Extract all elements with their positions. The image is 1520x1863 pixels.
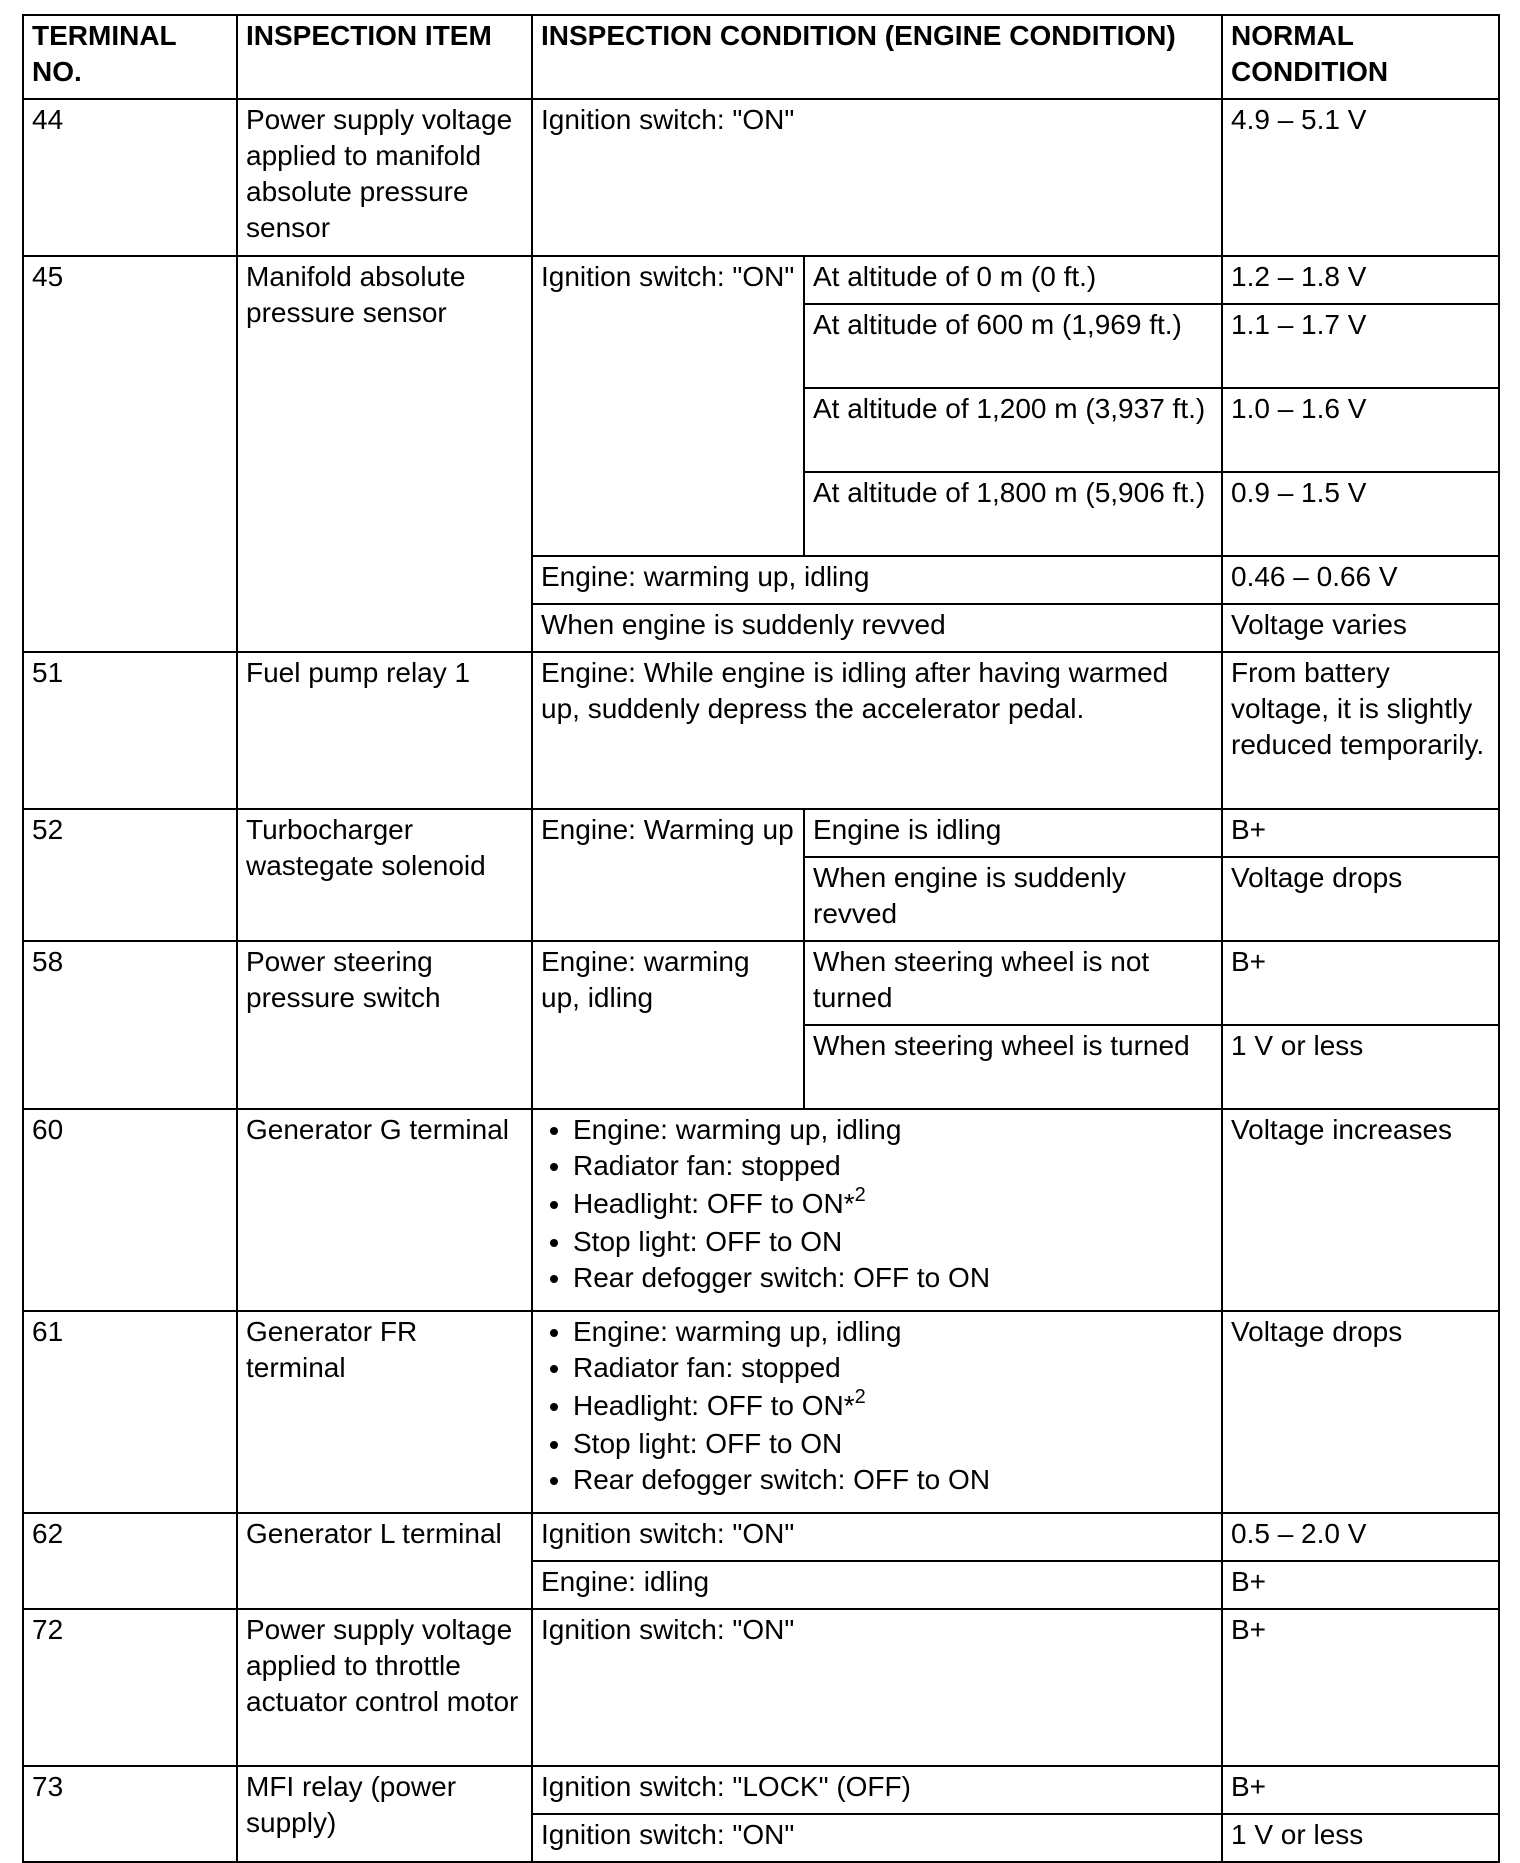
condition-cell: Engine: warming up, idling bbox=[532, 941, 804, 1109]
item-cell: Power steering pressure switch bbox=[237, 941, 532, 1109]
normal-cell: 0.46 – 0.66 V bbox=[1222, 556, 1499, 604]
normal-cell: 0.9 – 1.5 V bbox=[1222, 472, 1499, 556]
normal-cell: B+ bbox=[1222, 941, 1499, 1025]
header-condition: INSPECTION CONDITION (ENGINE CONDITION) bbox=[532, 15, 1222, 99]
terminal-cell: 60 bbox=[23, 1109, 237, 1311]
condition-cell: Ignition switch: "ON" bbox=[532, 99, 1222, 256]
item-cell: Generator FR terminal bbox=[237, 1311, 532, 1513]
list-item bbox=[573, 1182, 1213, 1226]
list-item: • Stop light: OFF to ON bbox=[573, 1426, 1213, 1462]
condition-cell: Engine: idling bbox=[532, 1561, 1222, 1609]
condition-cell: Ignition switch: "ON" bbox=[532, 1814, 1222, 1862]
normal-cell: B+ bbox=[1222, 809, 1499, 857]
terminal-cell: 44 bbox=[23, 99, 237, 256]
condition-cell bbox=[532, 1311, 1222, 1513]
table-row bbox=[23, 1513, 1499, 1561]
table-row bbox=[23, 941, 1499, 1025]
table-row bbox=[23, 1109, 1499, 1311]
item-cell: Manifold absolute pressure sensor bbox=[237, 256, 532, 652]
list-item-text: Headlight: OFF to ON* bbox=[573, 1390, 855, 1421]
item-cell: Power supply voltage applied to throttle actuator control motor bbox=[237, 1609, 532, 1766]
list-item: • Engine: warming up, idling bbox=[573, 1314, 1213, 1350]
table-row bbox=[23, 1609, 1499, 1766]
list-item: • Radiator fan: stopped bbox=[573, 1350, 1213, 1386]
list-item: • Rear defogger switch: OFF to ON bbox=[573, 1260, 1213, 1296]
terminal-cell: 45 bbox=[23, 256, 237, 652]
normal-cell: 1 V or less bbox=[1222, 1814, 1499, 1862]
list-item: • Stop light: OFF to ON bbox=[573, 1224, 1213, 1260]
normal-cell: B+ bbox=[1222, 1766, 1499, 1814]
table-row bbox=[23, 1311, 1499, 1513]
list-item-text: Headlight: OFF to ON* bbox=[573, 1188, 855, 1219]
terminal-cell: 73 bbox=[23, 1766, 237, 1862]
table-row bbox=[23, 256, 1499, 304]
list-item: • Rear defogger switch: OFF to ON bbox=[573, 1462, 1213, 1498]
normal-cell: From battery voltage, it is slightly reduced temporarily. bbox=[1222, 652, 1499, 809]
normal-cell: 1.2 – 1.8 V bbox=[1222, 256, 1499, 304]
normal-cell: 4.9 – 5.1 V bbox=[1222, 99, 1499, 256]
footnote-marker: 2 bbox=[854, 1385, 866, 1408]
terminal-cell: 62 bbox=[23, 1513, 237, 1609]
condition-list bbox=[541, 1314, 1213, 1498]
condition-cell: Engine: warming up, idling bbox=[532, 556, 1222, 604]
item-cell: Power supply voltage applied to manifold absolute pressure sensor bbox=[237, 99, 532, 256]
inspection-table bbox=[22, 14, 1500, 1863]
subcondition-cell: When engine is suddenly revved bbox=[804, 857, 1222, 941]
subcondition-cell: At altitude of 600 m (1,969 ft.) bbox=[804, 304, 1222, 388]
normal-cell: Voltage drops bbox=[1222, 1311, 1499, 1513]
normal-cell: B+ bbox=[1222, 1609, 1499, 1766]
header-terminal: TERMINAL NO. bbox=[23, 15, 237, 99]
normal-cell: 1 V or less bbox=[1222, 1025, 1499, 1109]
subcondition-cell: When steering wheel is not turned bbox=[804, 941, 1222, 1025]
subcondition-cell: At altitude of 0 m (0 ft.) bbox=[804, 256, 1222, 304]
terminal-cell: 61 bbox=[23, 1311, 237, 1513]
subcondition-cell: At altitude of 1,800 m (5,906 ft.) bbox=[804, 472, 1222, 556]
item-cell: Fuel pump relay 1 bbox=[237, 652, 532, 809]
normal-cell: 1.0 – 1.6 V bbox=[1222, 388, 1499, 472]
subcondition-cell: When steering wheel is turned bbox=[804, 1025, 1222, 1109]
header-item: INSPECTION ITEM bbox=[237, 15, 532, 99]
normal-cell: 1.1 – 1.7 V bbox=[1222, 304, 1499, 388]
table-row bbox=[23, 99, 1499, 256]
condition-cell bbox=[532, 1109, 1222, 1311]
normal-cell: Voltage varies bbox=[1222, 604, 1499, 652]
item-cell: Turbocharger wastegate solenoid bbox=[237, 809, 532, 941]
condition-cell: Ignition switch: "LOCK" (OFF) bbox=[532, 1766, 1222, 1814]
normal-cell: Voltage increases bbox=[1222, 1109, 1499, 1311]
item-cell: Generator L terminal bbox=[237, 1513, 532, 1609]
normal-cell: B+ bbox=[1222, 1561, 1499, 1609]
subcondition-cell: Engine is idling bbox=[804, 809, 1222, 857]
terminal-cell: 51 bbox=[23, 652, 237, 809]
footnote-marker: 2 bbox=[854, 1183, 866, 1206]
table-row bbox=[23, 1766, 1499, 1814]
condition-list bbox=[541, 1112, 1213, 1296]
terminal-cell: 52 bbox=[23, 809, 237, 941]
list-item: • Engine: warming up, idling bbox=[573, 1112, 1213, 1148]
condition-cell: When engine is suddenly revved bbox=[532, 604, 1222, 652]
item-cell: Generator G terminal bbox=[237, 1109, 532, 1311]
item-cell: MFI relay (power supply) bbox=[237, 1766, 532, 1862]
condition-cell: Engine: While engine is idling after having warmed up, suddenly depress the accelerator pedal. bbox=[532, 652, 1222, 809]
table-row bbox=[23, 809, 1499, 857]
normal-cell: 0.5 – 2.0 V bbox=[1222, 1513, 1499, 1561]
condition-cell: Ignition switch: "ON" bbox=[532, 1609, 1222, 1766]
table-row bbox=[23, 652, 1499, 809]
condition-cell: Ignition switch: "ON" bbox=[532, 256, 804, 556]
list-item: • Radiator fan: stopped bbox=[573, 1148, 1213, 1184]
terminal-cell: 58 bbox=[23, 941, 237, 1109]
list-item bbox=[573, 1384, 1213, 1428]
condition-cell: Ignition switch: "ON" bbox=[532, 1513, 1222, 1561]
terminal-cell: 72 bbox=[23, 1609, 237, 1766]
header-normal: NORMAL CONDITION bbox=[1222, 15, 1499, 99]
condition-cell: Engine: Warming up bbox=[532, 809, 804, 941]
subcondition-cell: At altitude of 1,200 m (3,937 ft.) bbox=[804, 388, 1222, 472]
normal-cell: Voltage drops bbox=[1222, 857, 1499, 941]
header-row bbox=[23, 15, 1499, 99]
